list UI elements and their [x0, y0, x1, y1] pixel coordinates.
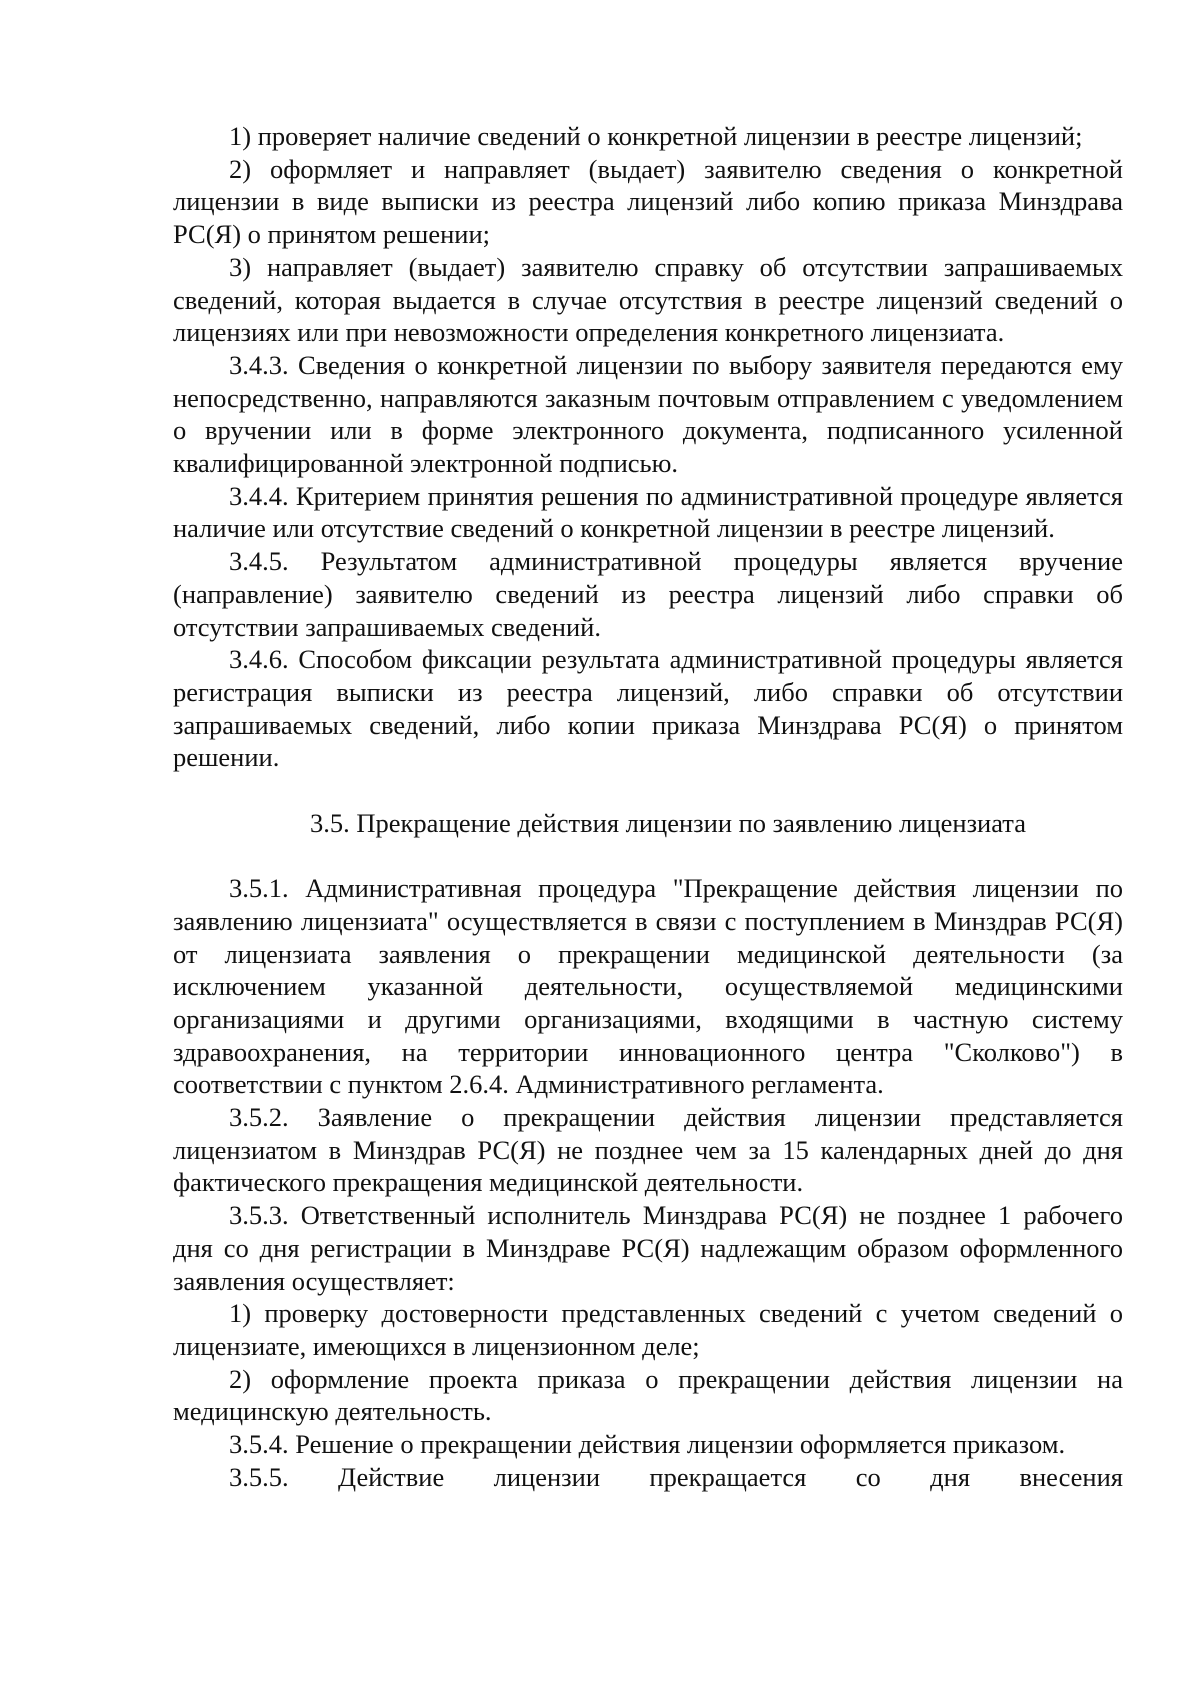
paragraph: 2) оформление проекта приказа о прекращении действия лицензии на медицинскую деятельность.	[173, 1363, 1123, 1427]
paragraph: 2) оформляет и направляет (выдает) заявителю сведения о конкретной лицензии в виде выписки из реестра лицензий либо копию приказа Минздрава РС(Я) о принятом решении;	[173, 153, 1123, 250]
paragraph: 3.4.5. Результатом административной процедуры является вручение (направление) заявителю сведений из реестра лицензий либо справки об отсутствии запрашиваемых сведений.	[173, 546, 1123, 642]
paragraph: 3.4.4. Критерием принятия решения по административной процедуре является наличие или отсутствие сведений о конкретной лицензии в реестре лицензий.	[173, 480, 1123, 544]
paragraph: 3.5.2. Заявление о прекращении действия лицензии представляется лицензиатом в Минздрав РС(Я) не позднее чем за 15 календарных дней до дня фактического прекращения медицинской деятельности.	[173, 1102, 1123, 1198]
paragraph: 3.5.1. Административная процедура "Прекращение действия лицензии по заявлению лицензиата" осуществляется в связи с поступлением в Минздрав РС(Я) от лицензиата заявления о прекращении медицинской деятельности (за исключением указанной деятельности, осуществляемой медицинскими организациями и другими организациями, входящими в частную систему здравоохранения, на территории инновационного центра "Сколково") в соответствии с пунктом 2.6.4. Административного регламента.	[173, 873, 1123, 1100]
paragraph: 3.5.4. Решение о прекращении действия лицензии оформляется приказом.	[229, 1429, 1066, 1460]
spacer	[173, 839, 1123, 872]
section-heading: 3.5. Прекращение действия лицензии по заявлению лицензиата	[310, 807, 1026, 838]
spacer	[173, 774, 1123, 807]
document-page	[173, 120, 1123, 1494]
paragraph: 3.4.3. Сведения о конкретной лицензии по выбору заявителя передаются ему непосредственно, направляются заказным почтовым отправлением с уведомлением о вручении или в форме электронного документа, подписанного усиленной квалифицированной электронной подписью.	[173, 349, 1123, 479]
paragraph: 1) проверяет наличие сведений о конкретной лицензии в реестре лицензий;	[229, 121, 1083, 151]
paragraph: 3.5.3. Ответственный исполнитель Минздрава РС(Я) не позднее 1 рабочего дня со дня регистрации в Минздраве РС(Я) надлежащим образом оформленного заявления осуществляет:	[173, 1200, 1123, 1296]
paragraph: 3.5.5. Действие лицензии прекращается со дня внесения	[229, 1461, 1123, 1492]
paragraph: 1) проверку достоверности представленных сведений с учетом сведений о лицензиате, имеющихся в лицензионном деле;	[173, 1298, 1123, 1361]
paragraph: 3) направляет (выдает) заявителю справку об отсутствии запрашиваемых сведений, которая выдается в случае отсутствия в реестре лицензий сведений о лицензиях или при невозможности определения конкретного лицензиата.	[173, 251, 1123, 348]
paragraph: 3.4.6. Способом фиксации результата административной процедуры является регистрация выписки из реестра лицензий, либо справки об отсутствии запрашиваемых сведений, либо копии приказа Минздрава РС(Я) о принятом решении.	[173, 644, 1123, 773]
